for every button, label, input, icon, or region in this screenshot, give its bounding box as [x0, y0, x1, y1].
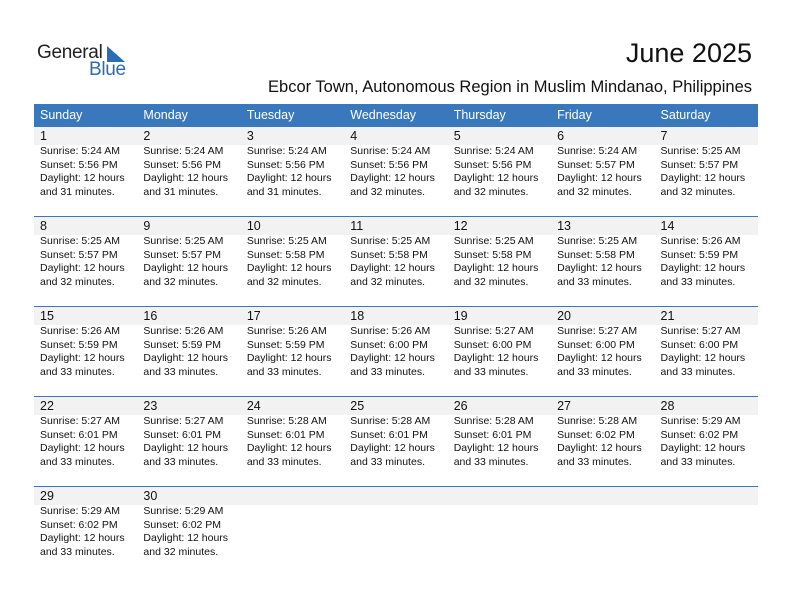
sunrise-text: Sunrise: 5:28 AM	[350, 415, 431, 427]
sunset-text: Sunset: 5:58 PM	[246, 248, 325, 261]
calendar-week	[34, 126, 758, 216]
daylight-minutes-text: and 33 minutes.	[660, 455, 736, 468]
day-cell	[241, 397, 344, 469]
sunrise-text: Sunrise: 5:24 AM	[143, 145, 224, 157]
daylight-minutes-text: and 32 minutes.	[143, 545, 219, 558]
daylight-text: Daylight: 12 hours	[40, 262, 125, 274]
day-number: 13	[557, 219, 572, 233]
daylight-text: Daylight: 12 hours	[40, 172, 125, 184]
sunset-text: Sunset: 5:59 PM	[246, 338, 325, 351]
day-cell	[344, 397, 447, 469]
daylight-minutes-text: and 32 minutes.	[350, 275, 425, 288]
day-cell	[241, 127, 344, 199]
sunset-text: Sunset: 6:00 PM	[350, 338, 428, 351]
daylight-minutes-text: and 33 minutes.	[557, 365, 632, 378]
day-cell	[34, 487, 137, 559]
day-number: 6	[557, 129, 565, 143]
sunrise-text: Sunrise: 5:28 AM	[246, 415, 327, 427]
sunset-text: Sunset: 6:01 PM	[246, 428, 325, 441]
sunrise-text: Sunrise: 5:29 AM	[660, 415, 741, 427]
day-cell	[137, 127, 240, 199]
sunrise-text: Sunrise: 5:28 AM	[453, 415, 534, 427]
location-subtitle: Ebcor Town, Autonomous Region in Muslim Mindanao, Philippines	[268, 78, 752, 96]
logo-text-general: General	[37, 42, 103, 63]
calendar-week	[34, 216, 758, 306]
weekday-thursday: Thursday	[453, 108, 506, 122]
sunrise-text: Sunrise: 5:24 AM	[350, 145, 431, 157]
day-cell	[448, 487, 551, 559]
day-number: 11	[350, 219, 364, 233]
sunrise-text: Sunrise: 5:25 AM	[246, 235, 327, 247]
sunrise-text: Sunrise: 5:25 AM	[143, 235, 224, 247]
day-number: 14	[660, 219, 675, 233]
sunrise-text: Sunrise: 5:26 AM	[660, 235, 741, 247]
sunset-text: Sunset: 5:58 PM	[453, 248, 532, 261]
daylight-minutes-text: and 33 minutes.	[453, 455, 529, 468]
daylight-minutes-text: and 33 minutes.	[660, 275, 736, 288]
day-number: 5	[453, 129, 461, 143]
sunrise-text: Sunrise: 5:26 AM	[350, 325, 431, 337]
day-cell	[137, 307, 240, 379]
day-cell	[34, 127, 137, 199]
daylight-minutes-text: and 33 minutes.	[40, 455, 115, 468]
day-cell	[448, 397, 551, 469]
sunset-text: Sunset: 5:59 PM	[143, 338, 222, 351]
sunset-text: Sunset: 6:02 PM	[557, 428, 635, 441]
day-number: 21	[660, 309, 675, 323]
daylight-minutes-text: and 32 minutes.	[350, 185, 425, 198]
day-cell	[551, 217, 654, 289]
day-number: 29	[40, 489, 54, 503]
daylight-text: Daylight: 12 hours	[350, 172, 435, 184]
day-cell	[448, 217, 551, 289]
sunrise-text: Sunrise: 5:27 AM	[453, 325, 534, 337]
daylight-text: Daylight: 12 hours	[40, 352, 125, 364]
day-number: 10	[246, 219, 261, 233]
logo-text-blue: Blue	[89, 59, 126, 80]
daylight-minutes-text: and 33 minutes.	[350, 365, 425, 378]
day-cell	[344, 217, 447, 289]
sunrise-text: Sunrise: 5:26 AM	[40, 325, 120, 337]
daylight-minutes-text: and 32 minutes.	[453, 185, 529, 198]
daylight-text: Daylight: 12 hours	[246, 352, 332, 364]
sunset-text: Sunset: 6:01 PM	[143, 428, 222, 441]
day-cell	[551, 127, 654, 199]
calendar-week	[34, 396, 758, 486]
daylight-minutes-text: and 33 minutes.	[246, 365, 322, 378]
sunset-text: Sunset: 6:02 PM	[143, 518, 222, 531]
day-cell	[551, 307, 654, 379]
day-number: 1	[40, 129, 47, 143]
sunset-text: Sunset: 5:57 PM	[40, 248, 118, 261]
daylight-minutes-text: and 31 minutes.	[40, 185, 115, 198]
daylight-text: Daylight: 12 hours	[143, 442, 229, 454]
day-cell	[241, 307, 344, 379]
sunrise-text: Sunrise: 5:25 AM	[557, 235, 638, 247]
sunrise-text: Sunrise: 5:25 AM	[40, 235, 120, 247]
daylight-minutes-text: and 32 minutes.	[40, 275, 115, 288]
daylight-text: Daylight: 12 hours	[40, 442, 125, 454]
day-cell	[655, 487, 758, 559]
daylight-text: Daylight: 12 hours	[660, 172, 746, 184]
day-cell	[344, 307, 447, 379]
daylight-minutes-text: and 32 minutes.	[557, 185, 632, 198]
calendar-week	[34, 486, 758, 576]
sunrise-text: Sunrise: 5:29 AM	[143, 505, 224, 517]
day-cell	[241, 487, 344, 559]
week-cells	[34, 397, 758, 469]
weekday-wednesday: Wednesday	[350, 108, 417, 122]
sunrise-text: Sunrise: 5:25 AM	[660, 145, 741, 157]
day-number: 2	[143, 129, 151, 143]
day-number: 15	[40, 309, 54, 323]
day-cell	[34, 397, 137, 469]
daylight-text: Daylight: 12 hours	[453, 352, 539, 364]
daylight-text: Daylight: 12 hours	[557, 442, 642, 454]
day-cell	[137, 397, 240, 469]
daylight-text: Daylight: 12 hours	[143, 532, 229, 544]
daylight-text: Daylight: 12 hours	[557, 262, 642, 274]
sunset-text: Sunset: 6:02 PM	[660, 428, 739, 441]
day-number: 12	[453, 219, 468, 233]
day-cell	[551, 397, 654, 469]
day-number: 30	[143, 489, 158, 503]
daylight-text: Daylight: 12 hours	[143, 262, 229, 274]
day-number: 3	[246, 129, 254, 143]
day-cell	[655, 397, 758, 469]
daylight-text: Daylight: 12 hours	[453, 172, 539, 184]
sunrise-text: Sunrise: 5:24 AM	[40, 145, 120, 157]
daylight-minutes-text: and 33 minutes.	[557, 455, 632, 468]
day-cell	[137, 217, 240, 289]
daylight-text: Daylight: 12 hours	[246, 442, 332, 454]
daylight-minutes-text: and 33 minutes.	[350, 455, 425, 468]
day-number: 28	[660, 399, 675, 413]
weekday-header	[34, 104, 758, 126]
daylight-text: Daylight: 12 hours	[246, 262, 332, 274]
sunset-text: Sunset: 5:58 PM	[350, 248, 428, 261]
sunset-text: Sunset: 6:00 PM	[557, 338, 635, 351]
sunrise-text: Sunrise: 5:27 AM	[143, 415, 224, 427]
sunrise-text: Sunrise: 5:25 AM	[453, 235, 534, 247]
daylight-text: Daylight: 12 hours	[660, 352, 746, 364]
page-title: June 2025	[625, 38, 752, 68]
daylight-minutes-text: and 33 minutes.	[453, 365, 529, 378]
day-cell	[344, 487, 447, 559]
sunset-text: Sunset: 5:57 PM	[557, 158, 635, 171]
sunset-text: Sunset: 5:56 PM	[246, 158, 325, 171]
weekday-sunday: Sunday	[40, 108, 83, 122]
day-number: 4	[350, 129, 358, 143]
sunrise-text: Sunrise: 5:24 AM	[246, 145, 327, 157]
sunset-text: Sunset: 5:58 PM	[557, 248, 635, 261]
daylight-text: Daylight: 12 hours	[453, 262, 539, 274]
sunset-text: Sunset: 6:01 PM	[453, 428, 532, 441]
day-cell	[448, 307, 551, 379]
day-number: 19	[453, 309, 468, 323]
sunrise-text: Sunrise: 5:26 AM	[143, 325, 224, 337]
sunset-text: Sunset: 6:02 PM	[40, 518, 118, 531]
day-cell	[241, 217, 344, 289]
day-number: 24	[246, 399, 261, 413]
sunrise-text: Sunrise: 5:28 AM	[557, 415, 638, 427]
sunrise-text: Sunrise: 5:26 AM	[246, 325, 327, 337]
day-cell	[551, 487, 654, 559]
day-cell	[448, 127, 551, 199]
daylight-minutes-text: and 32 minutes.	[246, 275, 322, 288]
day-cell	[655, 217, 758, 289]
daylight-text: Daylight: 12 hours	[660, 442, 746, 454]
daylight-text: Daylight: 12 hours	[246, 172, 332, 184]
daylight-text: Daylight: 12 hours	[557, 172, 642, 184]
sunset-text: Sunset: 6:00 PM	[660, 338, 739, 351]
weekday-monday: Monday	[143, 108, 188, 122]
logo	[37, 42, 137, 82]
day-number: 25	[350, 399, 365, 413]
week-cells	[34, 127, 758, 199]
daylight-text: Daylight: 12 hours	[40, 532, 125, 544]
sunrise-text: Sunrise: 5:25 AM	[350, 235, 431, 247]
day-number: 27	[557, 399, 572, 413]
daylight-text: Daylight: 12 hours	[453, 442, 539, 454]
day-number: 20	[557, 309, 572, 323]
sunset-text: Sunset: 5:57 PM	[660, 158, 739, 171]
day-number: 18	[350, 309, 365, 323]
daylight-text: Daylight: 12 hours	[350, 262, 435, 274]
sunrise-text: Sunrise: 5:27 AM	[660, 325, 741, 337]
daylight-minutes-text: and 31 minutes.	[246, 185, 322, 198]
daylight-minutes-text: and 33 minutes.	[143, 455, 219, 468]
sunrise-text: Sunrise: 5:24 AM	[557, 145, 638, 157]
daylight-minutes-text: and 32 minutes.	[660, 185, 736, 198]
week-cells	[34, 307, 758, 379]
day-cell	[34, 217, 137, 289]
daylight-minutes-text: and 31 minutes.	[143, 185, 219, 198]
week-cells	[34, 487, 758, 559]
day-number: 16	[143, 309, 158, 323]
sunrise-text: Sunrise: 5:29 AM	[40, 505, 120, 517]
daylight-minutes-text: and 33 minutes.	[246, 455, 322, 468]
daylight-minutes-text: and 32 minutes.	[143, 275, 219, 288]
day-number: 17	[246, 309, 261, 323]
calendar-week	[34, 306, 758, 396]
day-number: 7	[660, 129, 668, 143]
daylight-text: Daylight: 12 hours	[143, 352, 229, 364]
day-cell	[655, 127, 758, 199]
sunrise-text: Sunrise: 5:24 AM	[453, 145, 534, 157]
daylight-minutes-text: and 33 minutes.	[40, 365, 115, 378]
sunset-text: Sunset: 5:59 PM	[40, 338, 118, 351]
sunset-text: Sunset: 5:57 PM	[143, 248, 222, 261]
sunrise-text: Sunrise: 5:27 AM	[557, 325, 638, 337]
day-cell	[137, 487, 240, 559]
sunset-text: Sunset: 5:56 PM	[143, 158, 222, 171]
day-number: 26	[453, 399, 468, 413]
day-cell	[655, 307, 758, 379]
sunset-text: Sunset: 5:56 PM	[40, 158, 118, 171]
week-cells	[34, 217, 758, 289]
daylight-text: Daylight: 12 hours	[350, 442, 435, 454]
sunset-text: Sunset: 6:01 PM	[40, 428, 118, 441]
daylight-text: Daylight: 12 hours	[557, 352, 642, 364]
sunset-text: Sunset: 5:56 PM	[350, 158, 428, 171]
daylight-minutes-text: and 33 minutes.	[660, 365, 736, 378]
day-number: 23	[143, 399, 158, 413]
daylight-minutes-text: and 33 minutes.	[557, 275, 632, 288]
day-number: 22	[40, 399, 54, 413]
daylight-text: Daylight: 12 hours	[143, 172, 229, 184]
daylight-text: Daylight: 12 hours	[660, 262, 746, 274]
sunset-text: Sunset: 5:59 PM	[660, 248, 739, 261]
daylight-minutes-text: and 32 minutes.	[453, 275, 529, 288]
sunset-text: Sunset: 6:00 PM	[453, 338, 532, 351]
weekday-saturday: Saturday	[660, 108, 711, 122]
calendar	[34, 104, 758, 576]
calendar-weeks	[34, 126, 758, 576]
weekday-tuesday: Tuesday	[246, 108, 295, 122]
sunset-text: Sunset: 6:01 PM	[350, 428, 428, 441]
daylight-text: Daylight: 12 hours	[350, 352, 435, 364]
sunrise-text: Sunrise: 5:27 AM	[40, 415, 120, 427]
sunset-text: Sunset: 5:56 PM	[453, 158, 532, 171]
day-cell	[344, 127, 447, 199]
day-number: 9	[143, 219, 151, 233]
daylight-minutes-text: and 33 minutes.	[143, 365, 219, 378]
day-number: 8	[40, 219, 47, 233]
day-cell	[34, 307, 137, 379]
daylight-minutes-text: and 33 minutes.	[40, 545, 115, 558]
weekday-friday: Friday	[557, 108, 592, 122]
